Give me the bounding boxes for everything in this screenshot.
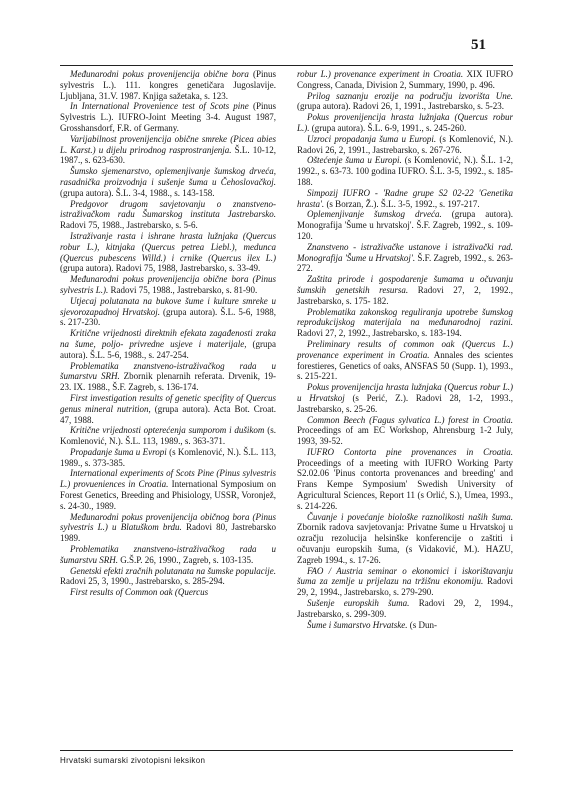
entry-reference: Proceedings of a meeting with IUFRO Working Party S2.02.06 'Pinus contorta provenances and breeding' and Frans Kempe Symposium' Swedish University of Agricultural Sciences, Report 11 (s Orlić, S.), Umea, 1993., s. 214-226.: [297, 457, 513, 511]
entry-title: Kritične vrijednosti opterećenja sumporom i dušikom: [70, 425, 265, 436]
entry-reference: XIX IUFRO Congress, Canada, Division 2, Summary, 1990, p. 496.: [297, 69, 513, 90]
entry-reference: Proceedings of am EC Workshop, Ahrensburg 1-2 July, 1993, 39-52.: [297, 425, 513, 447]
entry-title: Pokus provenijencija hrasta lužnjaka (Quercus robur L.) u Hrvatskoj: [297, 382, 513, 403]
entry-title: Uzroci propadanja šuma u Europi.: [307, 133, 437, 144]
entry-reference: Zbornik radova savjetovanja: Privatne šume u Hrvatskoj u ozračju rezolucija helsinške konferencije o zaštiti i očuvanju europskih šuma, (s Vidaković, M.). HAZU, Zagreb 1994., s. 17-26.: [297, 522, 513, 565]
entry-title: Zaštita prirode i gospodarenje šumama u očuvanju šumskih genetskih resursa.: [297, 274, 513, 295]
entry-reference: (grupa autora). Š.L. 5-6, 1988, s. 217-230.: [60, 306, 276, 328]
bibliography-entry: [60, 361, 276, 393]
entry-title: Preliminary results of common oak (Quercus L.) provenance experiment in Croatia.: [297, 338, 513, 360]
entry-reference: Radovi 29, 2, 1994., Jastrebarsko, s. 279-290.: [297, 576, 513, 598]
bibliography-entry: [60, 134, 276, 166]
entry-title: Varijabilnost provenijencija obične smreke (Picea abies L. Karst.) u dijelu prirodnog rasprostranjenja.: [60, 133, 276, 155]
entry-reference: Radovi 80, Jastrebarsko 1989.: [60, 522, 276, 544]
entry-title: Problematika zakonskog reguliranja upotrebe šumskog reprodukcijskog materijala na međunarodnoj razini.: [297, 306, 513, 328]
bibliography-entry: [297, 69, 513, 91]
entry-title: robur L.) provenance experiment in Croatia.: [297, 69, 464, 79]
bibliography-entry: [60, 447, 276, 469]
entry-reference: Radovi 29, 2, 1994., Jastrebarsko, s. 299-309.: [297, 598, 513, 619]
entry-reference: Radovi 75, 1988., Jastrebarsko, s. 5-6.: [60, 220, 198, 231]
bibliography-entry: [297, 620, 513, 631]
footer-title: Hrvatski sumarski zivotopisni leksikon: [60, 756, 206, 765]
bibliography-entry: [297, 134, 513, 156]
bibliography-entry: [297, 447, 513, 512]
left-column: [60, 69, 276, 598]
bibliography-entry: [60, 101, 276, 133]
entry-title: Znanstveno - istraživačke ustanove i istraživački rad. Monografija 'Šume u Hrvatskoj'.: [297, 241, 513, 263]
bibliography-entry: [60, 328, 276, 360]
entry-title: Kritične vrijednosti direktnih efekata zagađenosti zraka na šume, poljo- privredne usjeve i materijale,: [60, 328, 276, 349]
bibliography-entry: [297, 112, 513, 134]
bibliography-entry: [297, 415, 513, 447]
bibliography-entry: [297, 274, 513, 306]
entry-title: Problematika znanstveno-istraživačkog rada u šumarstvu SRH.: [60, 544, 276, 565]
entry-title: Oštećenje šuma u Europi.: [307, 155, 402, 166]
entry-reference: (s Perić, Z.). Radovi 28, 1-2, 1993., Jastrebarsko, s. 25-26.: [297, 392, 513, 414]
bibliography-entry: [297, 155, 513, 187]
bibliography-entry: [297, 598, 513, 620]
bibliography-entry: [60, 166, 276, 198]
entry-title: Predgovor drugom savjetovanju o znanstveno-istraživačkom radu Šumarskog instituta Jastrebarsko.: [60, 198, 276, 220]
bibliography-entry: [297, 91, 513, 113]
entry-title: In International Provenience test of Scots pine: [70, 101, 249, 112]
entry-title: IUFRO Contorta pine provenances in Croatia.: [307, 446, 513, 457]
entry-title: International experiments of Scots Pine (Pinus sylvestris L.) provueniences in Croatia.: [60, 468, 276, 490]
entry-reference: (s. Komlenović, N.). Š.L. 113, 1989., s. 363-371.: [60, 425, 277, 447]
entry-title: Čuvanje i povećanje biološke raznolikosti naših šuma.: [307, 511, 513, 522]
entry-reference: (s Borzan, Ž.). Š.L. 3-5, 1992., s. 197-217.: [324, 198, 480, 209]
entry-reference: (grupa autora). Š.L. 5-6, 1988., s. 247-254.: [60, 338, 276, 360]
bibliography-entry: [297, 566, 513, 598]
bibliography-entry: [297, 188, 513, 210]
entry-reference: (s Dun-: [407, 619, 437, 630]
entry-reference: Š.L. 10-12, 1987., s. 623-630.: [60, 144, 276, 166]
entry-reference: (Pinus Sylvestris L.). IUFRO-Joint Meeting 3-4. August 1987, Grosshansdorf, F.R. of Germany.: [60, 101, 276, 133]
bibliography-entry: [60, 199, 276, 231]
entry-reference: Annales des scientes forestieres, Genetics of oaks, ANSFAS 50 (Supp. 1), 1993., s. 215-221.: [297, 349, 513, 382]
right-column: [297, 69, 513, 630]
entry-reference: (grupa autora). Monografija 'Šume u hrvatskoj'. Š.F. Zagreb, 1992., s. 109-120.: [297, 209, 513, 241]
entry-title: Sušenje europskih šuma.: [307, 598, 410, 609]
bibliography-entry: [60, 274, 276, 296]
bibliography-entry: [60, 512, 276, 544]
entry-title: Common Beech (Fagus sylvatica L.) forest in Croatia.: [307, 414, 513, 425]
bibliography-entry: [60, 468, 276, 511]
entry-title: Genetski efekti zračnih polutanata na šumske populacije.: [70, 565, 276, 576]
entry-title: Utjecaj polutanata na bukove šume i kulture smreke u sjevorozapadnoj Hrvatskoj.: [60, 295, 276, 317]
entry-reference: Š.F. Zagreb, 1992., s. 263-272.: [297, 252, 513, 274]
entry-reference: (Pinus sylvestris L.). 111. kongres genetičara Jugoslavije. Ljubljana, 31.V. 1987. Knjiga sažetaka, s. 123.: [60, 69, 276, 101]
entry-reference: G.Š.P. 26, 1990., Zagreb, s. 103-135.: [118, 554, 254, 565]
entry-title: Prilog saznanju erozije na području izvorišta Une.: [307, 90, 513, 101]
entry-title: First results of Common oak (Quercus: [70, 587, 209, 598]
entry-reference: (grupa autora). Radovi 75, 1988, Jastrebarsko, s. 33-49.: [60, 263, 261, 274]
entry-title: FAO / Austria seminar o ekonomici i iskorištavanju šuma za zemlje u prijelazu na tržišnu ekonomiju.: [297, 565, 513, 587]
entry-reference: (grupa autora). Acta Bot. Croat. 47, 1988.: [60, 403, 277, 425]
bibliography-entry: [297, 242, 513, 274]
bibliography-entry: [60, 296, 276, 328]
bibliography-entry: [297, 512, 513, 566]
entry-title: Međunarodni pokus provenijencija obične bora: [70, 69, 249, 79]
bibliography-entry: [60, 425, 276, 447]
bibliography-entry: [60, 566, 276, 588]
entry-reference: Radovi 25, 3, 1990., Jastrebarsko, s. 285-294.: [60, 576, 225, 587]
bibliography-entry: [297, 209, 513, 241]
entry-title: Međunarodni pokus provenijencija običnog bora (Pinus sylvestris L.) u Blatuškom brdu.: [60, 511, 276, 533]
entry-title: Šume i šumarstvo Hrvatske.: [307, 619, 408, 630]
entry-title: Propadanje šuma u Evropi: [70, 446, 167, 457]
entry-title: Međunarodni pokus provenijencija obične bora (Pinus sylvestris L.).: [60, 274, 276, 295]
entry-reference: Radovi 75, 1988., Jastrebarsko, s. 81-90.: [108, 284, 258, 295]
entry-reference: (grupa autora). Š.L. 6-9, 1991., s. 245-260.: [309, 122, 467, 133]
entry-title: First investigation results of genetic specifity of Quercus genus mineral nutrition,: [60, 392, 276, 414]
entry-reference: Radovi 27, 2, 1992., Jastrebarsko, s. 183-194.: [297, 328, 462, 339]
entry-title: Simpozij IUFRO - 'Radne grupe S2 02-22 'Genetika hrasta'.: [297, 187, 513, 209]
entry-title: Istraživanje rasta i ishrane hrasta lužnjaka (Quercus robur L.), kitnjaka (Quercus petrea Liebl.), medunca (Quercus pubescens Willd.) i crnike (Quercus ilex L.): [60, 230, 276, 263]
bibliography-entry: [60, 544, 276, 566]
page-number: 51: [471, 37, 486, 53]
entry-reference: (grupa autora). Š.L. 3-4, 1988., s. 143-158.: [60, 187, 215, 198]
entry-reference: (s Komlenović, N.). Radovi 26, 2, 1991., Jastrebarsko, s. 267-276.: [297, 133, 513, 155]
entry-reference: (s Komlenović, N.). Š.L. 113, 1989., s. 373-385.: [60, 446, 277, 468]
bibliography-entry: [297, 307, 513, 339]
footer-rule: [60, 750, 513, 751]
entry-reference: (grupa autora). Radovi 26, 1, 1991., Jastrebarsko, s. 5-23.: [297, 101, 504, 112]
header-rule: [60, 65, 513, 66]
entry-title: Pokus provenijencija hrasta lužnjaka (Quercus robur L.).: [297, 112, 513, 133]
entry-title: Problematika znanstveno-istraživačkog rada u šumarstvu SRH.: [60, 360, 276, 382]
bibliography-entry: [297, 339, 513, 382]
bibliography-entry: [297, 382, 513, 414]
entry-title: Šumsko sjemenarstvo, oplemenjivanje šumskog drveća, rasadnička proizvodnja i sušenje šuma u Čehoslovačkoj.: [60, 166, 276, 187]
entry-reference: (s Komlenović, N.). Š.L. 1-2, 1992., s. 63-73. 100 godina IUFRO. Š.L. 3-5, 1992., s. 185-188.: [297, 155, 513, 187]
bibliography-entry: [60, 69, 276, 101]
bibliography-entry: [60, 231, 276, 274]
entry-title: Oplemenjivanje šumskog drveća.: [307, 209, 442, 220]
entry-reference: Zbornik plenarnih referata. Drvenik, 19-23. IX. 1988., Š.F. Zagreb, s. 136-174.: [60, 371, 276, 393]
bibliography-entry: [60, 393, 276, 425]
bibliography-entry: [60, 587, 276, 598]
entry-reference: Radovi 27, 2, 1992., Jastrebarsko, s. 175- 182.: [297, 284, 513, 306]
entry-reference: International Symposium on Forest Genetics, Breeding and Phisiology, USSR, Voronjež, s. 24-30., 1989.: [60, 479, 276, 511]
